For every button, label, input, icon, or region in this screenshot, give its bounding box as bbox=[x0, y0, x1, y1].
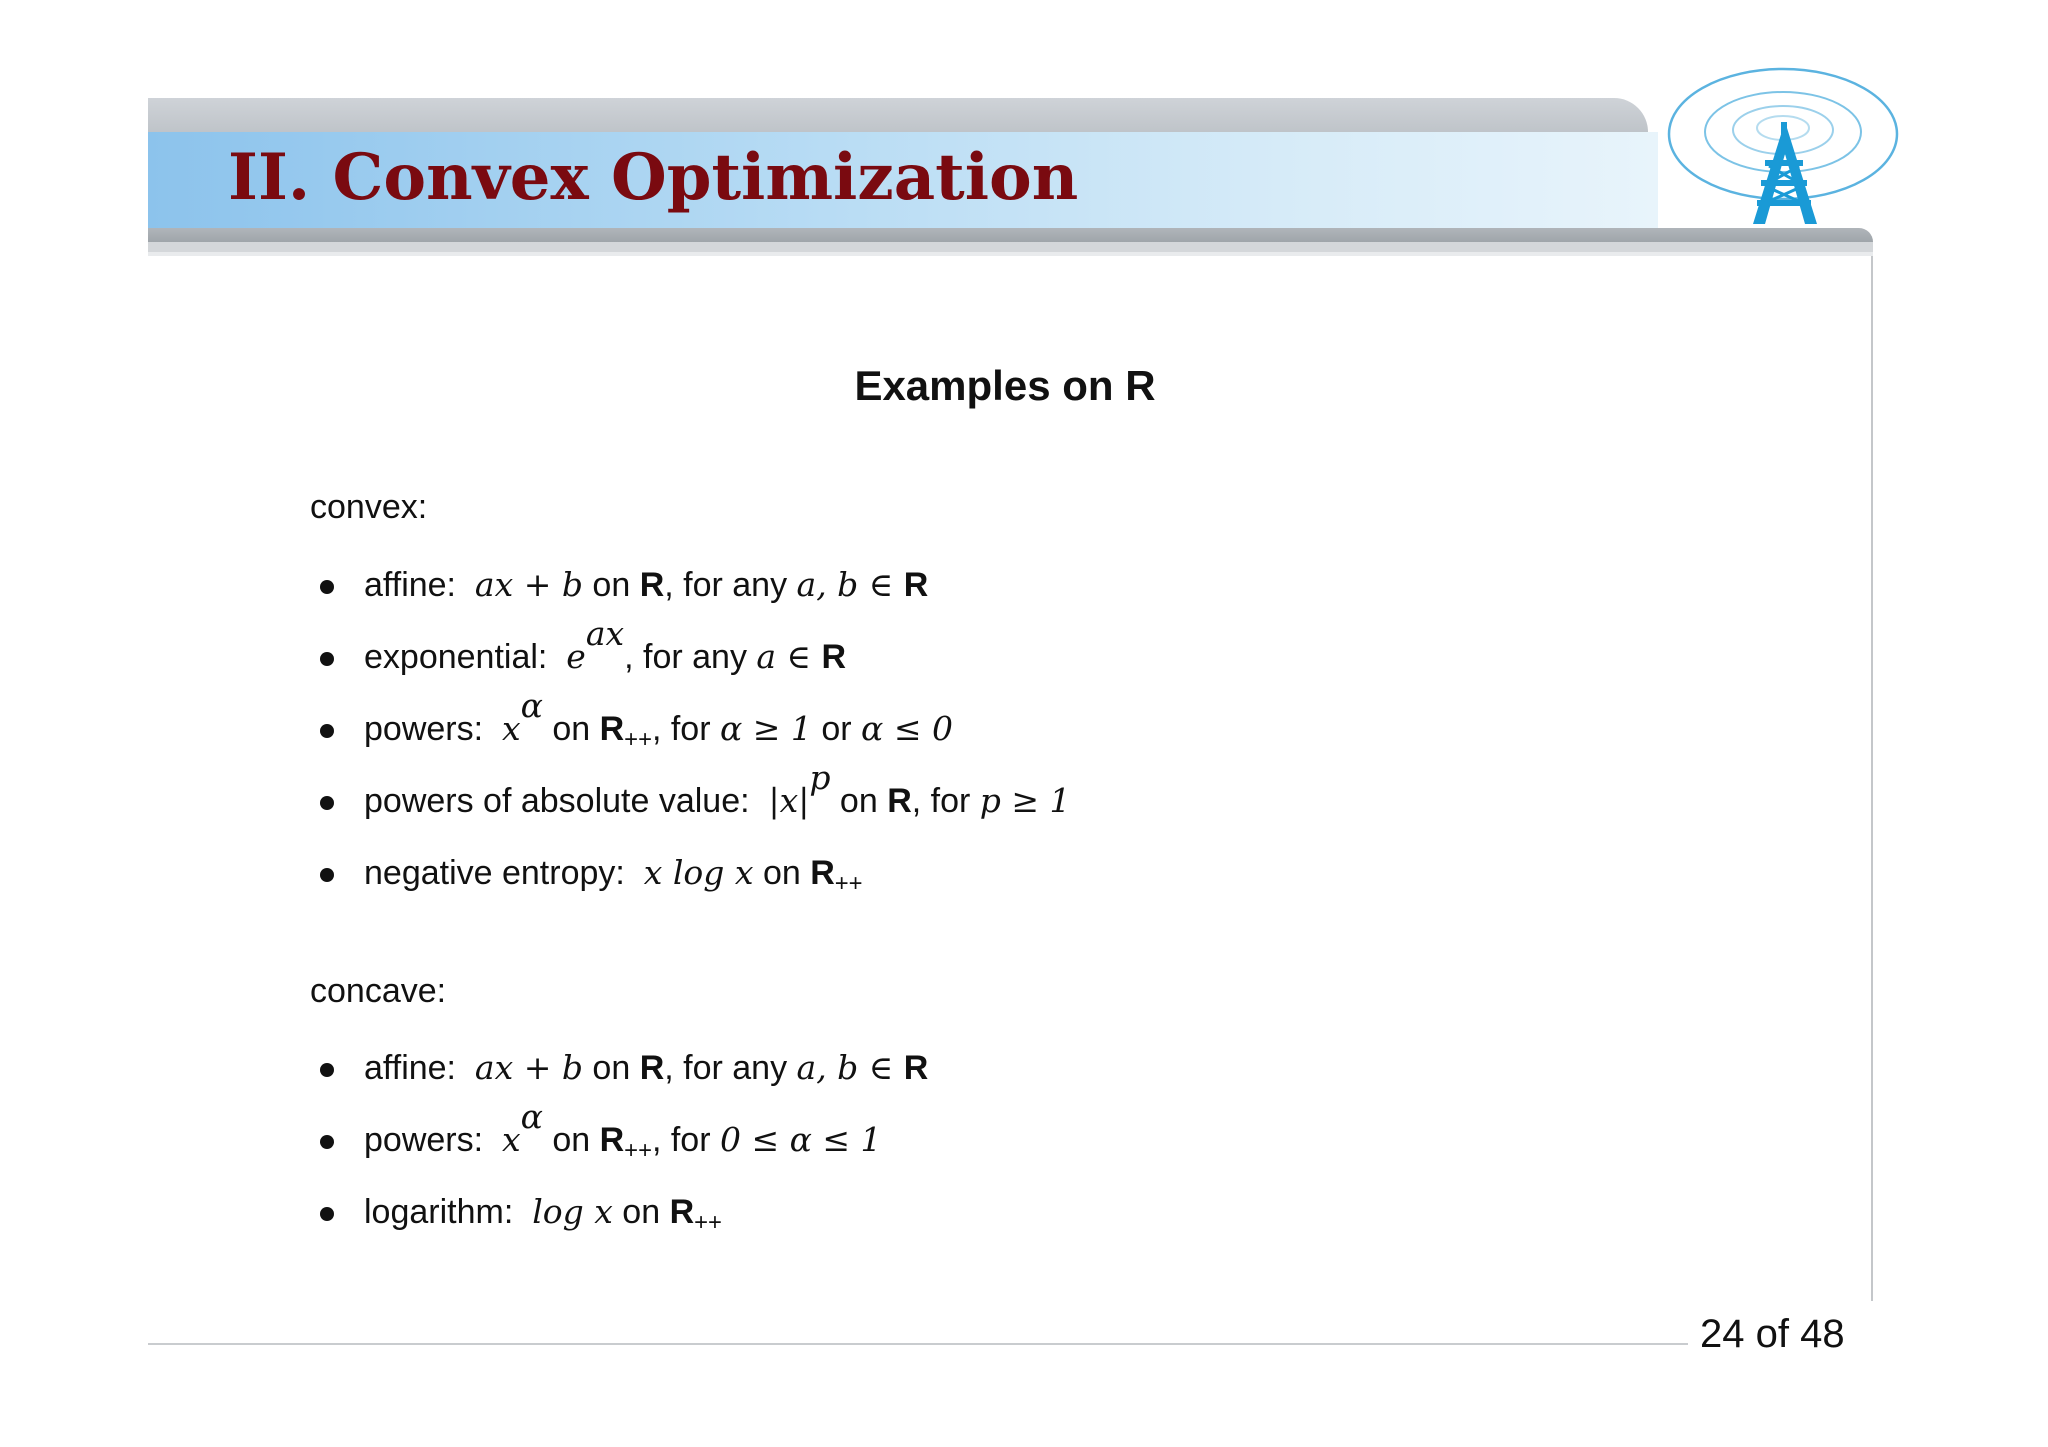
list-item: powers: $x^\alpha$ on $R_{++}$, for 0 ≤ α ≤ 1 bbox=[320, 1110, 928, 1182]
footer-divider bbox=[148, 1343, 1688, 1345]
convex-list bbox=[320, 555, 1071, 915]
list-item: affine: ax + b on R, for any a, b ∈ R bbox=[320, 555, 1071, 627]
list-item: powers of absolute value: $|x|^p$ on R, for p ≥ 1 bbox=[320, 771, 1071, 843]
list-item: exponential: $e^{ax}$, for any a ∈ R bbox=[320, 627, 1071, 699]
header-bottom-strip bbox=[148, 228, 1873, 242]
list-item: logarithm: log x on $R_{++}$ bbox=[320, 1182, 928, 1254]
page-number: 24 of 48 bbox=[1700, 1312, 1845, 1356]
heading-text: Examples on bbox=[854, 362, 1126, 409]
header-bottom-strip-faint bbox=[148, 252, 1873, 256]
list-item: affine: ax + b on R, for any a, b ∈ R bbox=[320, 1038, 928, 1110]
bullet-icon bbox=[320, 1135, 334, 1149]
heading-symbol: R bbox=[1125, 362, 1156, 409]
bullet-icon bbox=[320, 868, 334, 882]
concave-label: concave: bbox=[310, 972, 447, 1010]
bullet-icon bbox=[320, 652, 334, 666]
slide-title: II. Convex Optimization bbox=[228, 140, 1079, 215]
concave-list bbox=[320, 1038, 928, 1254]
slide-right-border bbox=[1871, 256, 1873, 1301]
bullet-icon bbox=[320, 724, 334, 738]
bullet-icon bbox=[320, 1207, 334, 1221]
convex-label: convex: bbox=[310, 488, 428, 526]
bullet-icon bbox=[320, 1063, 334, 1077]
header-bottom-strip-light bbox=[148, 242, 1873, 252]
header-top-bar bbox=[148, 98, 1648, 132]
radio-tower-icon bbox=[1665, 62, 1905, 237]
bullet-icon bbox=[320, 580, 334, 594]
list-item: powers: $x^\alpha$ on $R_{++}$, for α ≥ 1 or α ≤ 0 bbox=[320, 699, 1071, 771]
list-item: negative entropy: x log x on $R_{++}$ bbox=[320, 843, 1071, 915]
bullet-icon bbox=[320, 796, 334, 810]
slide-heading bbox=[0, 362, 2010, 410]
